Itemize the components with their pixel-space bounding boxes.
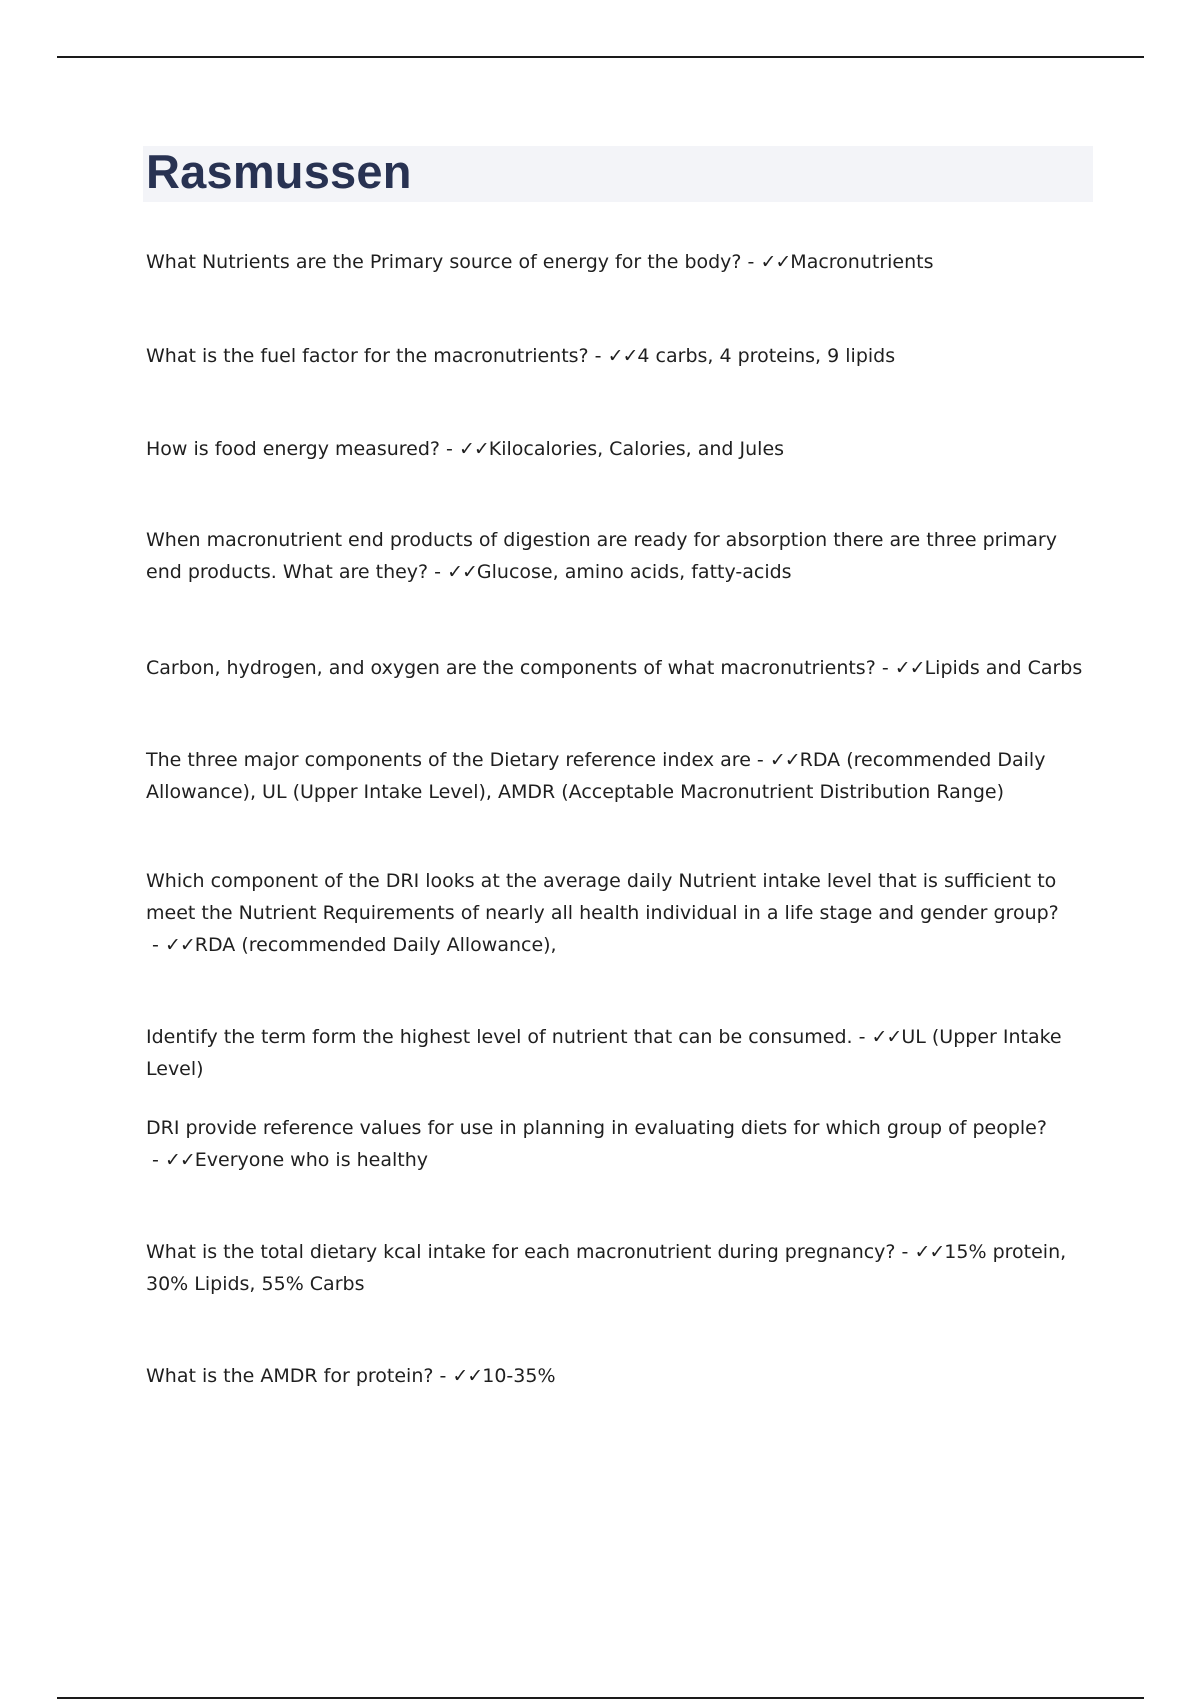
- bottom-rule: [57, 1697, 1144, 1699]
- separator: -: [428, 561, 448, 583]
- question-text: DRI provide reference values for use in planning in evaluating diets for which group of people?: [146, 1117, 1047, 1139]
- qa-item: [146, 340, 1096, 372]
- answer-text: 15% protein, 30% Lipids, 55% Carbs: [146, 1241, 1067, 1295]
- qa-item: [146, 246, 1096, 278]
- check-mark-icon: ✓✓: [871, 1026, 902, 1048]
- check-mark-icon: ✓✓: [164, 934, 195, 956]
- check-mark-icon: ✓✓: [769, 749, 800, 771]
- qa-item: [146, 744, 1096, 808]
- question-text: Identify the term form the highest level of nutrient that can be consumed.: [146, 1026, 853, 1048]
- separator: -: [146, 934, 165, 956]
- answer-text: Everyone who is healthy: [194, 1149, 429, 1171]
- answer-text: UL (Upper Intake Level): [146, 1026, 1062, 1080]
- answer-text: Lipids and Carbs: [924, 657, 1083, 679]
- separator: -: [440, 438, 459, 460]
- separator: -: [588, 345, 608, 367]
- answer-text: RDA (recommended Daily Allowance), UL (Upper Intake Level), AMDR (Acceptable Macronutrient Distribution Range): [146, 749, 1046, 803]
- separator: -: [852, 1026, 872, 1048]
- question-text: The three major components of the Dietary reference index are: [146, 749, 751, 771]
- answer-text: Kilocalories, Calories, and Jules: [488, 438, 785, 460]
- qa-item: [146, 1112, 1096, 1176]
- qa-item: [146, 652, 1096, 684]
- qa-item: [146, 433, 1096, 465]
- question-text: Which component of the DRI looks at the average daily Nutrient intake level that is sufficient to meet the Nutrient Requirements of nearly all health individual in a life stage and gender group?: [146, 870, 1059, 924]
- document-title: Rasmussen: [146, 145, 412, 198]
- check-mark-icon: ✓✓: [164, 1149, 195, 1171]
- check-mark-icon: ✓✓: [760, 251, 791, 273]
- answer-text: 10-35%: [482, 1365, 556, 1387]
- separator: -: [895, 1241, 915, 1263]
- qa-item: [146, 524, 1096, 588]
- question-text: What is the fuel factor for the macronutrients?: [146, 345, 589, 367]
- check-mark-icon: ✓✓: [452, 1365, 483, 1387]
- answer-text: Glucose, amino acids, fatty-acids: [476, 561, 792, 583]
- separator: -: [875, 657, 895, 679]
- qa-item: [146, 865, 1096, 961]
- question-text: What is the total dietary kcal intake for each macronutrient during pregnancy?: [146, 1241, 896, 1263]
- separator: -: [433, 1365, 453, 1387]
- check-mark-icon: ✓✓: [607, 345, 638, 367]
- separator: -: [741, 251, 761, 273]
- question-text: When macronutrient end products of digestion are ready for absorption there are three primary end products. What are they?: [146, 529, 1057, 583]
- question-text: What is the AMDR for protein?: [146, 1365, 434, 1387]
- qa-item: [146, 1021, 1096, 1085]
- check-mark-icon: ✓✓: [458, 438, 489, 460]
- question-text: How is food energy measured?: [146, 438, 440, 460]
- check-mark-icon: ✓✓: [447, 561, 477, 583]
- qa-item: [146, 1236, 1096, 1300]
- separator: -: [750, 749, 770, 771]
- answer-text: RDA (recommended Daily Allowance),: [194, 934, 557, 956]
- question-text: Carbon, hydrogen, and oxygen are the components of what macronutrients?: [146, 657, 876, 679]
- check-mark-icon: ✓✓: [894, 657, 925, 679]
- qa-item: [146, 1360, 1096, 1392]
- answer-text: 4 carbs, 4 proteins, 9 lipids: [637, 345, 896, 367]
- check-mark-icon: ✓✓: [914, 1241, 945, 1263]
- top-rule: [57, 56, 1144, 58]
- separator: -: [146, 1149, 165, 1171]
- question-text: What Nutrients are the Primary source of energy for the body?: [146, 251, 742, 273]
- answer-text: Macronutrients: [790, 251, 934, 273]
